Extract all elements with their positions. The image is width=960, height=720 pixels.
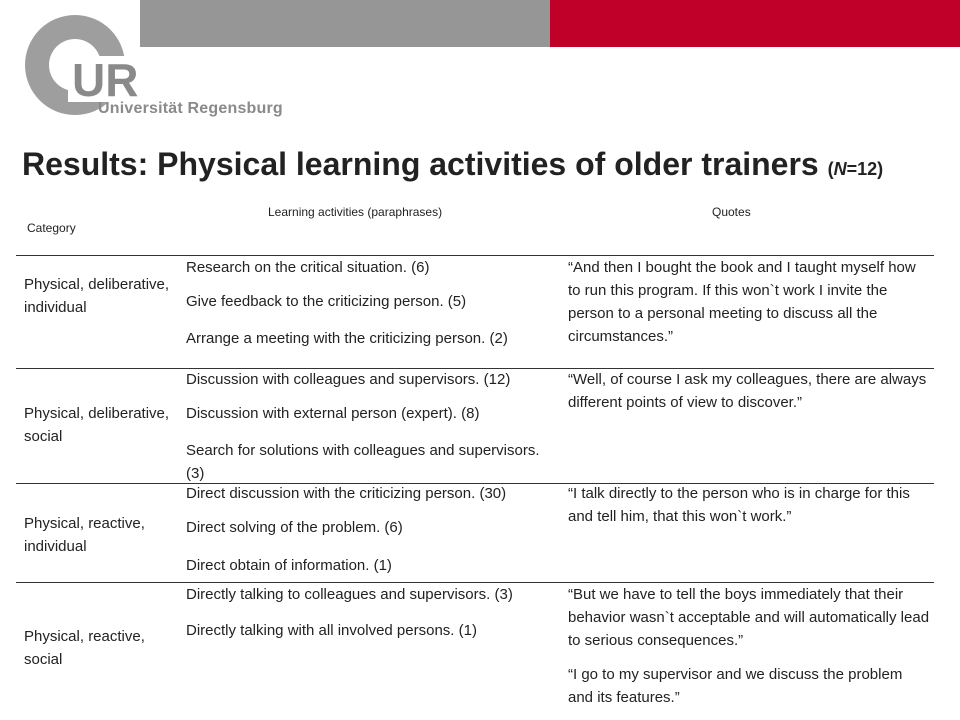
row-1-activity-2: Give feedback to the criticizing person. (5): [186, 293, 467, 310]
column-header-category: Category: [27, 221, 76, 235]
header-red-band: [550, 0, 960, 47]
row-2-activity-3: Search for solutions with colleagues and supervisors. (3): [186, 442, 540, 482]
logo-letters: UR: [72, 54, 139, 106]
row-3-quote-1: “I talk directly to the person who is in charge for this and tell him, that this won`t work.”: [568, 485, 910, 525]
row-2-activity-2: Discussion with external person (expert). (8): [186, 405, 480, 422]
row-3-activity-1: Direct discussion with the criticizing person. (30): [186, 485, 507, 502]
row-4-quote-1: “But we have to tell the boys immediately that their behavior wasn`t acceptable and will automatically lead to serious consequences.”: [568, 586, 930, 649]
column-header-quotes: Quotes: [712, 205, 751, 219]
sample-size: (N=12): [827, 159, 884, 179]
title-text: Results: Physical learning activities of older trainers: [22, 146, 819, 182]
row-4-quote-2: “I go to my supervisor and we discuss the problem and its features.”: [568, 666, 903, 706]
row-2-category: Physical, deliberative, social: [24, 405, 170, 445]
row-3-category: Physical, reactive, individual: [24, 515, 145, 555]
page-title: [22, 146, 883, 183]
row-4-category: Physical, reactive, social: [24, 628, 145, 668]
row-4-activity-2: Directly talking with all involved persons. (1): [186, 622, 477, 639]
row-2-activity-1: Discussion with colleagues and supervisors. (12): [186, 371, 511, 388]
row-1-category: Physical, deliberative, individual: [24, 276, 170, 316]
row-1-quote-1: “And then I bought the book and I taught myself how to run this program. If this won`t work I invite the person to a personal meeting to discuss all the circumstances.”: [568, 259, 916, 345]
row-3-activity-2: Direct solving of the problem. (6): [186, 519, 403, 536]
university-name: Universität Regensburg: [98, 100, 283, 117]
row-3-activity-3: Direct obtain of information. (1): [186, 557, 392, 574]
column-header-activities: Learning activities (paraphrases): [268, 205, 443, 219]
row-4-activity-1: Directly talking to colleagues and supervisors. (3): [186, 586, 513, 603]
row-2-quote-1: “Well, of course I ask my colleagues, there are always different points of view to discover.”: [568, 371, 927, 411]
row-1-activity-1: Research on the critical situation. (6): [186, 259, 430, 276]
row-1-activity-3: Arrange a meeting with the criticizing person. (2): [186, 330, 508, 347]
